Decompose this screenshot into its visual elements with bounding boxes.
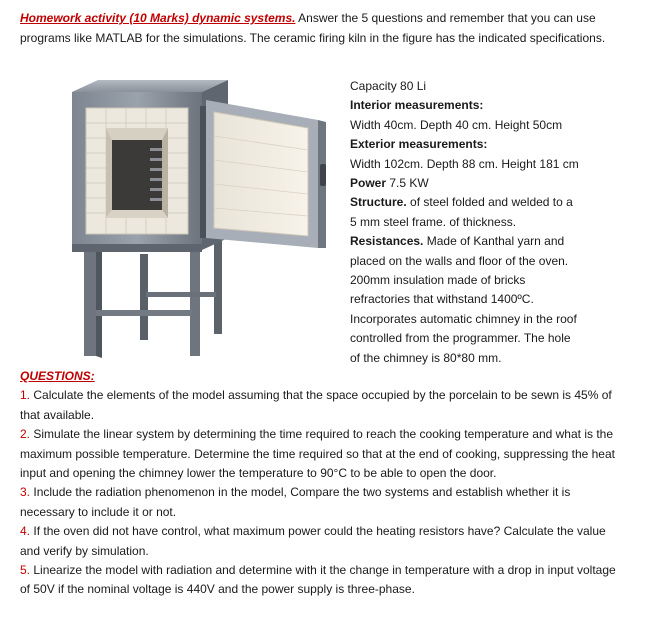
exterior-value: Width 102cm. Depth 88 cm. Height 181 cm [350, 156, 579, 171]
question-number: 1. [20, 388, 31, 403]
question-text: Include the radiation phenomenon in the model, Compare the two systems and establish whether it is necessary to include it or not. [20, 485, 571, 519]
resistances-text-1: Made of Kanthal yarn and [426, 234, 565, 249]
interior-value: Width 40cm. Depth 40 cm. Height 50cm [350, 117, 563, 132]
question-4 [20, 522, 620, 561]
resistances-text-6: controlled from the programmer. The hole [350, 331, 571, 346]
question-number: 3. [20, 485, 31, 500]
resistances-text-7: of the chimney is 80*80 mm. [350, 350, 502, 365]
kiln-figure [62, 78, 334, 364]
resistances-text-3: 200mm insulation made of bricks [350, 273, 526, 288]
kiln-image [62, 78, 334, 364]
power-value: 7.5 KW [389, 176, 429, 191]
capacity-line: Capacity 80 Li [350, 79, 427, 93]
question-number: 2. [20, 427, 31, 442]
question-text: Calculate the elements of the model assuming that the space occupied by the porcelain to be sewn is 45% of that available. [20, 388, 612, 422]
question-text: Linearize the model with radiation and determine with it the change in temperature with a drop in input voltage of 50V if the nominal voltage is 440V and the power supply is three-phase. [20, 563, 616, 597]
question-number: 4. [20, 524, 31, 539]
resistances-label: Resistances. [350, 234, 424, 249]
homework-title: Homework activity (10 Marks) dynamic systems. [20, 11, 296, 25]
question-5 [20, 561, 620, 600]
question-number: 5. [20, 563, 31, 578]
interior-label: Interior measurements: [350, 98, 484, 113]
questions-section [20, 367, 620, 600]
resistances-text-2: placed on the walls and floor of the oven. [350, 253, 569, 268]
structure-label: Structure. [350, 195, 407, 210]
question-1 [20, 386, 620, 425]
intro-paragraph [20, 9, 620, 48]
kiln-specifications [350, 77, 615, 368]
question-2 [20, 425, 620, 483]
exterior-label: Exterior measurements: [350, 137, 488, 152]
question-text: Simulate the linear system by determining the time required to reach the cooking temperature and what is the maximum possible temperature. Determine the time required so that at the end of cooking, suppressing the heat input and opening the chimney lower the temperature to 90°C to be able to open the door. [20, 427, 615, 481]
resistances-text-5: Incorporates automatic chimney in the roof [350, 311, 577, 326]
question-3 [20, 483, 620, 522]
structure-text-2: 5 mm steel frame. of thickness. [350, 214, 517, 229]
intro-text: Answer the 5 questions and remember that you can use programs like MATLAB for the simulations. The ceramic firing kiln in the figure has the indicated specifications. [20, 11, 606, 45]
power-label: Power [350, 176, 387, 191]
resistances-text-4: refractories that withstand 1400ºC. [350, 292, 534, 307]
structure-text-1: of steel folded and welded to a [410, 195, 573, 210]
questions-heading: QUESTIONS: [20, 369, 95, 383]
question-text: If the oven did not have control, what maximum power could the heating resistors have? Calculate the value and verify by simulation. [20, 524, 606, 558]
